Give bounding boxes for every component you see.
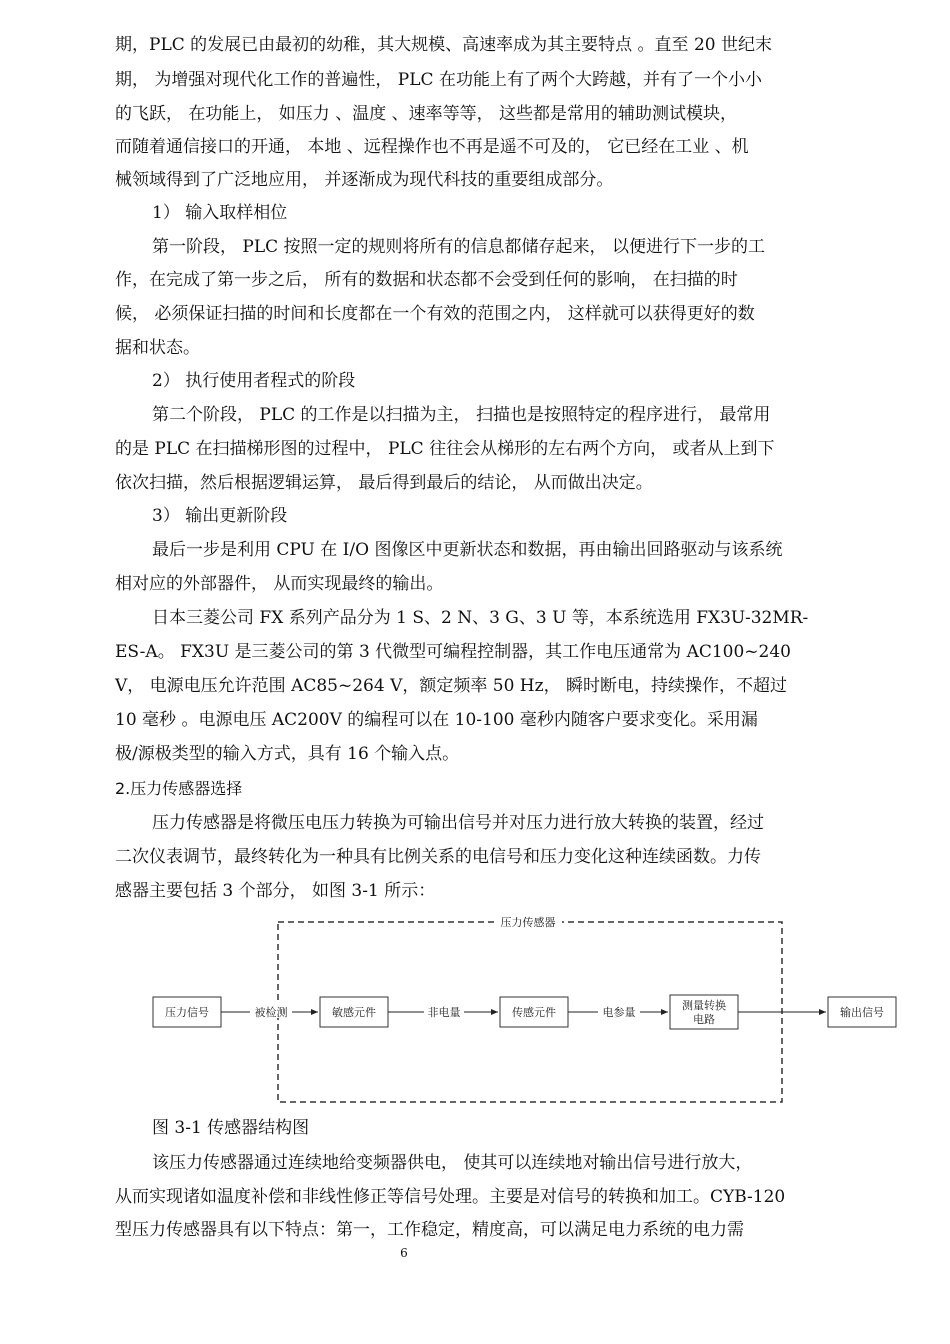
sensor-group-label: 压力传感器 [500, 916, 556, 929]
arrow-measured-label: 被检测 [254, 1006, 288, 1019]
text-line: 日本三菱公司 FX 系列产品分为 1 S、2 N、3 G、3 U 等，本系统选用 FX3U-32MR- [152, 608, 809, 628]
text-line: 期，PLC 的发展已由最初的幼稚，其大规模、高速率成为其主要特点 。直至 20 世纪末 [115, 35, 772, 55]
sensing-element-label: 传感元件 [512, 1006, 556, 1019]
text-line: 而随着通信接口的开通， 本地 、远程操作也不再是遥不可及的， 它已经在工业 、机 [115, 137, 749, 157]
list-item-heading: 3） 输出更新阶段 [152, 506, 288, 526]
text-line: 期， 为增强对现代化工作的普遍性， PLC 在功能上有了两个大跨越，并有了一个小小 [115, 70, 762, 90]
text-line: 第一阶段， PLC 按照一定的规则将所有的信息都储存起来， 以便进行下一步的工 [152, 237, 765, 257]
text-line: 相对应的外部器件， 从而实现最终的输出。 [115, 574, 444, 594]
figure-caption: 图 3-1 传感器结构图 [152, 1118, 310, 1138]
text-line: 极/源极类型的输入方式，具有 16 个输入点。 [115, 744, 460, 764]
text-line: 该压力传感器通过连续地给变频器供电， 使其可以连续地对输出信号进行放大， [152, 1153, 753, 1173]
text-line: ES-A。 FX3U 是三菱公司的第 3 代微型可编程控制器，其工作电压通常为 AC100~240 [115, 642, 791, 662]
list-item-heading: 2） 执行使用者程式的阶段 [152, 371, 356, 391]
text-line: 的飞跃， 在功能上， 如压力 、温度 、速率等等， 这些都是常用的辅助测试模块， [115, 104, 738, 124]
sensitive-element-label: 敏感元件 [332, 1006, 376, 1019]
text-line: 据和状态。 [115, 338, 200, 358]
page-number: 6 [400, 1246, 408, 1260]
measure-convert-label-2: 电路 [693, 1013, 715, 1026]
text-line: 从而实现诸如温度补偿和非线性修正等信号处理。主要是对信号的转换和加工。CYB-120 [115, 1187, 786, 1207]
text-line: 10 毫秒 。电源电压 AC200V 的编程可以在 10-100 毫秒内随客户要求变化。采用漏 [115, 710, 758, 730]
list-item-heading: 1） 输入取样相位 [152, 203, 288, 223]
text-line: 最后一步是利用 CPU 在 I/O 图像区中更新状态和数据，再由输出回路驱动与该系统 [152, 540, 783, 560]
output-signal-label: 输出信号 [840, 1006, 884, 1019]
text-line: V， 电源电压允许范围 AC85~264 V，额定频率 50 Hz， 瞬时断电，持续操作，不超过 [115, 676, 787, 696]
arrow-electrical-param-label: 电参量 [602, 1006, 636, 1019]
text-line: 第二个阶段， PLC 的工作是以扫描为主， 扫描也是按照特定的程序进行， 最常用 [152, 405, 771, 425]
arrow-non-electrical-label: 非电量 [427, 1006, 461, 1019]
measure-convert-label-1: 测量转换 [682, 999, 726, 1012]
text-line: 感器主要包括 3 个部分， 如图 3-1 所示： [115, 881, 436, 901]
text-line: 的是 PLC 在扫描梯形图的过程中， PLC 往往会从梯形的左右两个方向， 或者从上到下 [115, 439, 775, 459]
text-line: 压力传感器是将微压电压力转换为可输出信号并对压力进行放大转换的装置，经过 [152, 813, 764, 833]
text-line: 械领域得到了广泛地应用， 并逐渐成为现代科技的重要组成部分。 [115, 170, 614, 190]
pressure-signal-label: 压力信号 [165, 1006, 209, 1019]
text-line: 作，在完成了第一步之后， 所有的数据和状态都不会受到任何的影响， 在扫描的时 [115, 270, 738, 290]
text-line: 二次仪表调节，最终转化为一种具有比例关系的电信号和压力变化这种连续函数。力传 [115, 847, 761, 867]
text-line: 候， 必须保证扫描的时间和长度都在一个有效的范围之内， 这样就可以获得更好的数 [115, 304, 755, 324]
text-line: 依次扫描，然后根据逻辑运算， 最后得到最后的结论， 从而做出决定。 [115, 473, 653, 493]
section-heading: 2.压力传感器选择 [115, 779, 243, 798]
text-line: 型压力传感器具有以下特点：第一，工作稳定，精度高，可以满足电力系统的电力需 [115, 1220, 744, 1240]
